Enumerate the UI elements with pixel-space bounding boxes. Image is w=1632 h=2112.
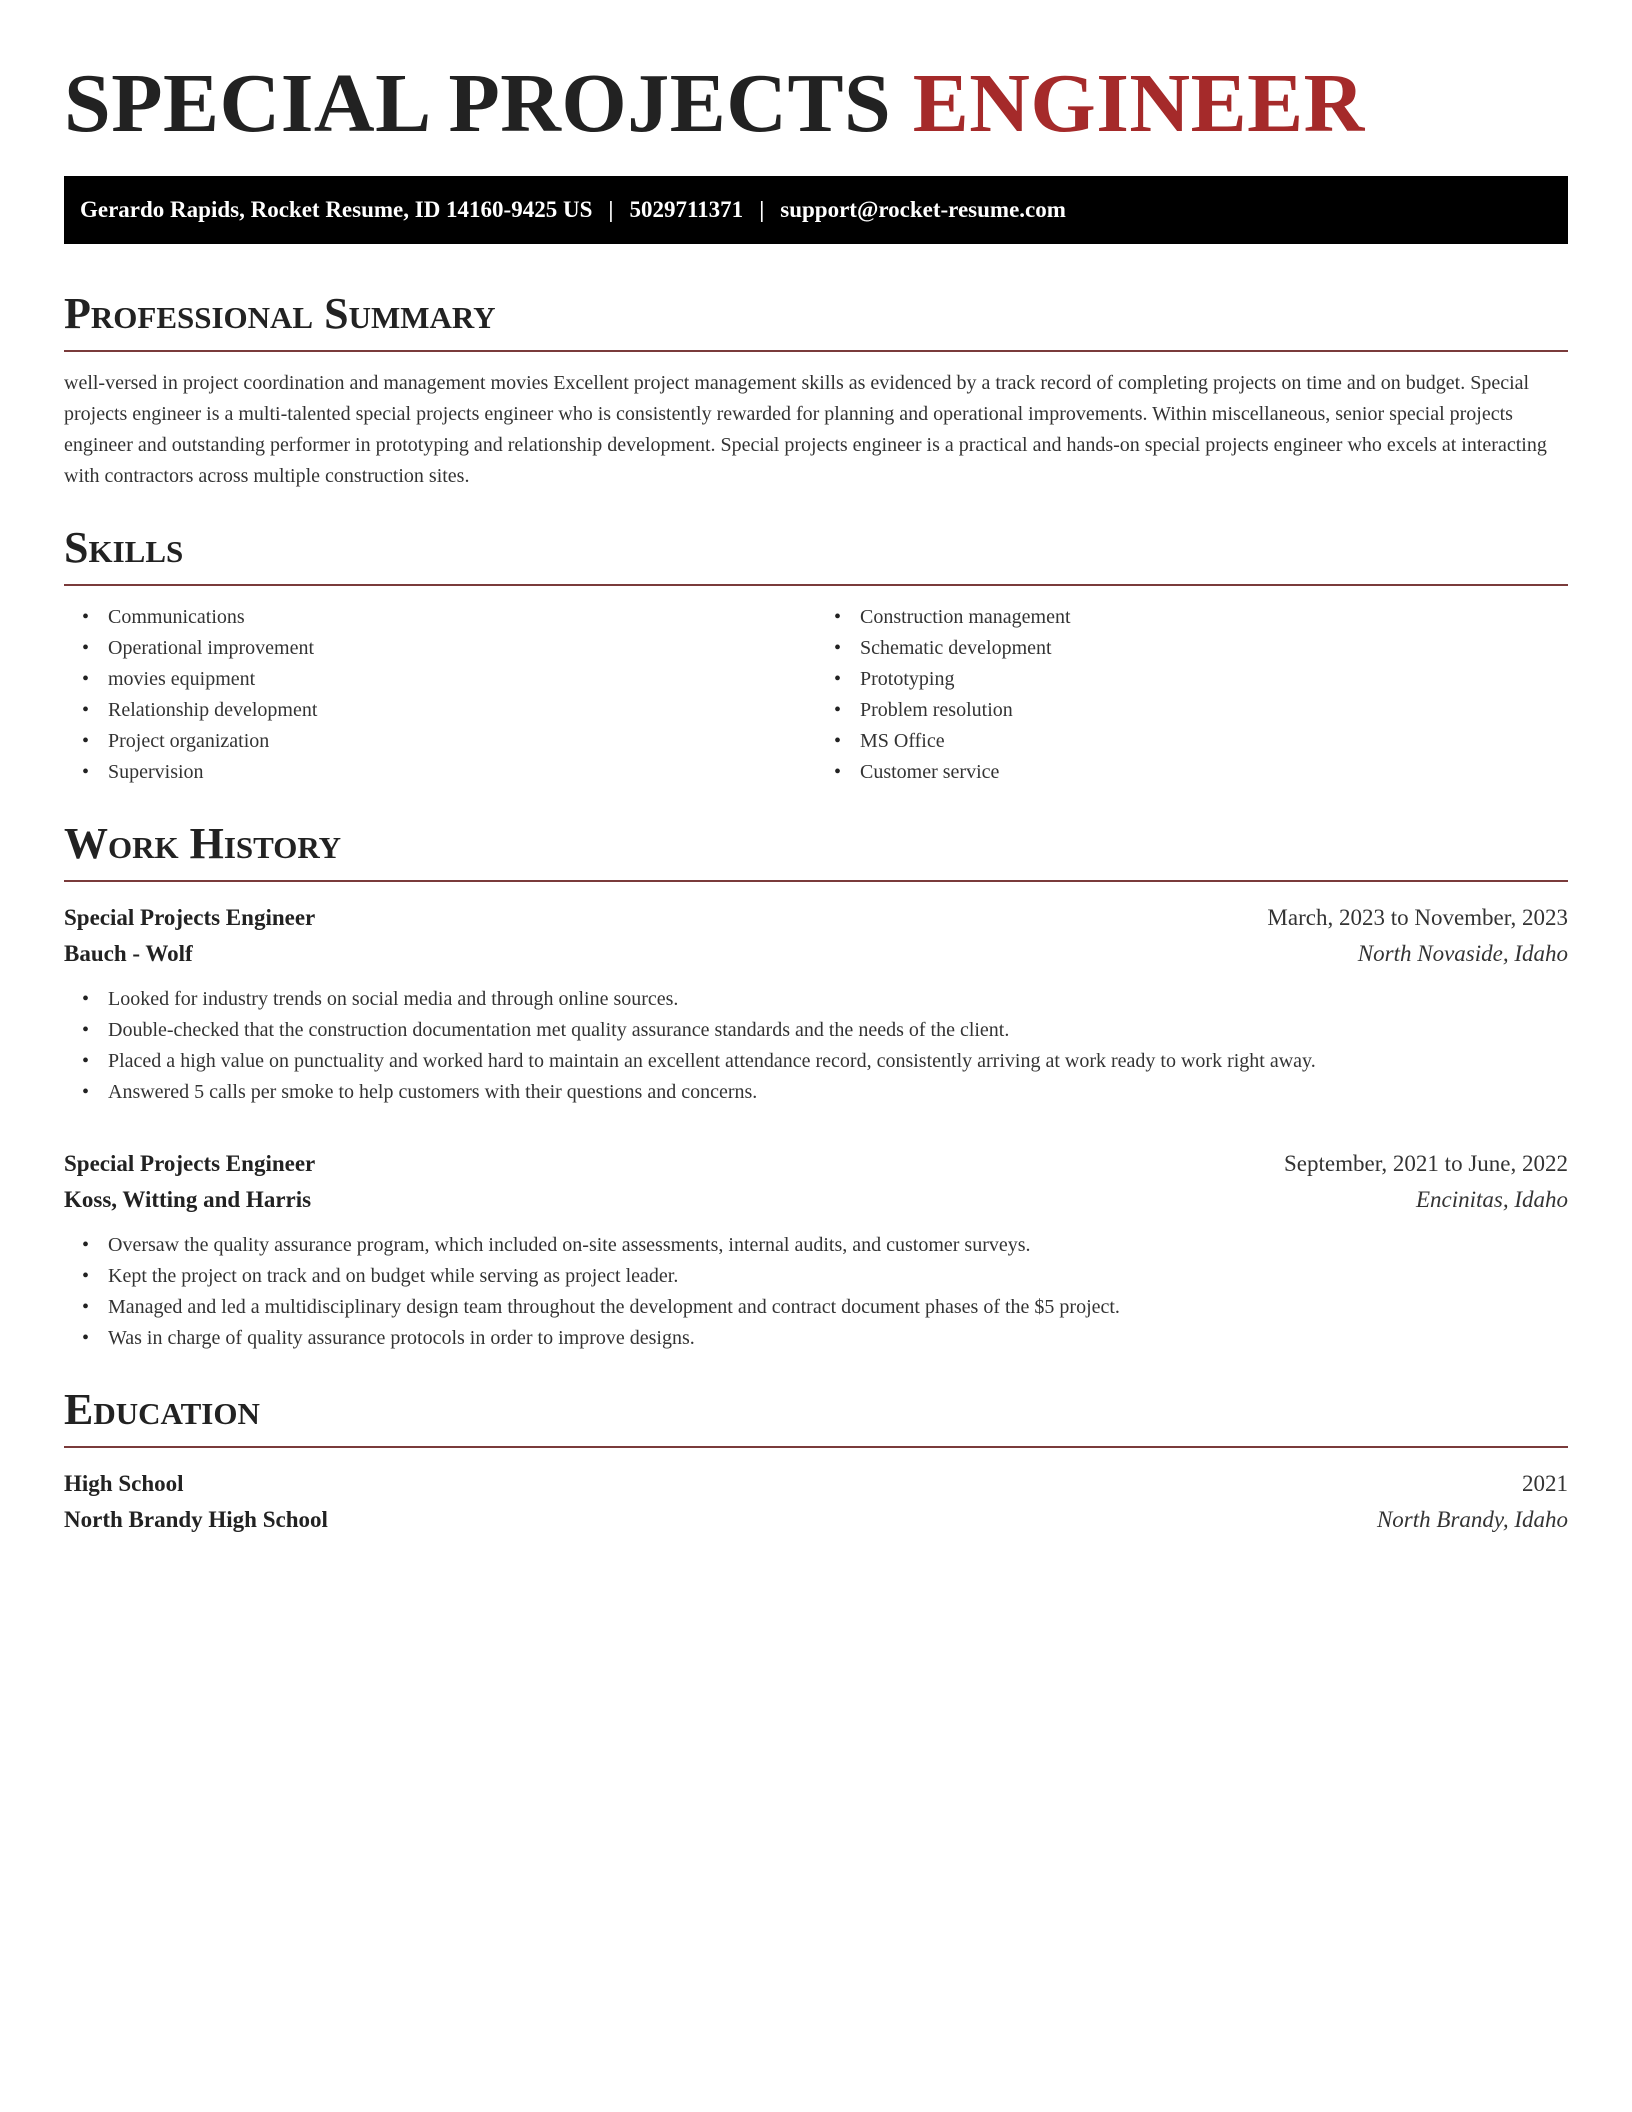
skill-item: • Construction management (860, 602, 1568, 633)
education-entry (64, 1466, 1568, 1538)
job-title-row (64, 1146, 1568, 1182)
job-company-row (64, 936, 1568, 972)
resume-title (64, 56, 1568, 152)
education-school: North Brandy High School (64, 1507, 328, 1532)
skill-item: • Project organization (108, 726, 816, 757)
title-main: SPECIAL PROJECTS (64, 57, 892, 150)
skills-column-right (816, 602, 1568, 788)
job-bullet: • Kept the project on track and on budget while serving as project leader. (108, 1261, 1568, 1292)
education-year: 2021 (1522, 1471, 1568, 1496)
skills-section (64, 522, 1568, 788)
education-location: North Brandy, Idaho (1376, 1507, 1568, 1532)
skill-item: • MS Office (860, 726, 1568, 757)
skill-item: • Communications (108, 602, 816, 633)
summary-text: well-versed in project coordination and management movies Excellent project management skills as evidenced by a track record of completing projects on time and on budget. Special projects engineer is a multi-talented special projects engineer who is consistently rewarded for planning and operational improvements. Within miscellaneous, senior special projects engineer and outstanding performer in prototyping and relationship development. Special projects engineer is a practical and hands-on special projects engineer who excels at interacting with contractors across multiple construction sites. (64, 372, 1547, 487)
job-dates: March, 2023 to November, 2023 (1267, 905, 1568, 930)
job-bullet: • Was in charge of quality assurance protocols in order to improve designs. (108, 1323, 1568, 1354)
skill-item: • Problem resolution (860, 695, 1568, 726)
contact-email: support@rocket-resume.com (780, 197, 1066, 222)
contact-separator: | (759, 197, 765, 222)
job-bullet: • Oversaw the quality assurance program, which included on-site assessments, internal audits, and customer surveys. (108, 1230, 1568, 1261)
job-entry (64, 1146, 1568, 1354)
education-school-row (64, 1502, 1568, 1538)
skills-column-left (64, 602, 816, 788)
job-company-row (64, 1182, 1568, 1218)
job-bullets (64, 984, 1568, 1108)
professional-summary-section (64, 288, 1568, 492)
job-title: Special Projects Engineer (64, 1151, 316, 1176)
job-dates: September, 2021 to June, 2022 (1284, 1151, 1568, 1176)
job-bullet: • Looked for industry trends on social media and through online sources. (108, 984, 1568, 1015)
section-heading-skills: Skills (64, 522, 1568, 586)
job-bullet: • Answered 5 calls per smoke to help customers with their questions and concerns. (108, 1077, 1568, 1108)
section-heading-summary: Professional Summary (64, 288, 1568, 352)
job-location: North Novaside, Idaho (1357, 941, 1568, 966)
contact-phone: 5029711371 (629, 197, 744, 222)
contact-bar (64, 176, 1568, 244)
job-bullet: • Double-checked that the construction documentation met quality assurance standards and the needs of the client. (108, 1015, 1568, 1046)
education-degree: High School (64, 1471, 184, 1496)
contact-separator: | (608, 197, 614, 222)
skill-item: • Customer service (860, 757, 1568, 788)
job-bullet: • Placed a high value on punctuality and worked hard to maintain an excellent attendance record, consistently arriving at work ready to work right away. (108, 1046, 1568, 1077)
job-company: Bauch - Wolf (64, 941, 193, 966)
education-degree-row (64, 1466, 1568, 1502)
section-heading-education: Education (64, 1384, 1568, 1448)
skill-item: • Operational improvement (108, 633, 816, 664)
skill-item: • movies equipment (108, 664, 816, 695)
job-bullets (64, 1230, 1568, 1354)
job-title-row (64, 900, 1568, 936)
skill-item: • Schematic development (860, 633, 1568, 664)
job-entry (64, 900, 1568, 1108)
section-heading-work: Work History (64, 818, 1568, 882)
job-location: Encinitas, Idaho (1415, 1187, 1568, 1212)
job-bullet: • Managed and led a multidisciplinary design team throughout the development and contract document phases of the $5 project. (108, 1292, 1568, 1323)
skill-item: • Relationship development (108, 695, 816, 726)
skill-item: • Prototyping (860, 664, 1568, 695)
skill-item: • Supervision (108, 757, 816, 788)
skills-grid (64, 602, 1568, 788)
work-history-section (64, 818, 1568, 1354)
job-title: Special Projects Engineer (64, 905, 316, 930)
contact-address: Gerardo Rapids, Rocket Resume, ID 14160-9425 US (80, 197, 593, 222)
education-section (64, 1384, 1568, 1538)
job-company: Koss, Witting and Harris (64, 1187, 312, 1212)
title-accent: ENGINEER (912, 57, 1365, 150)
